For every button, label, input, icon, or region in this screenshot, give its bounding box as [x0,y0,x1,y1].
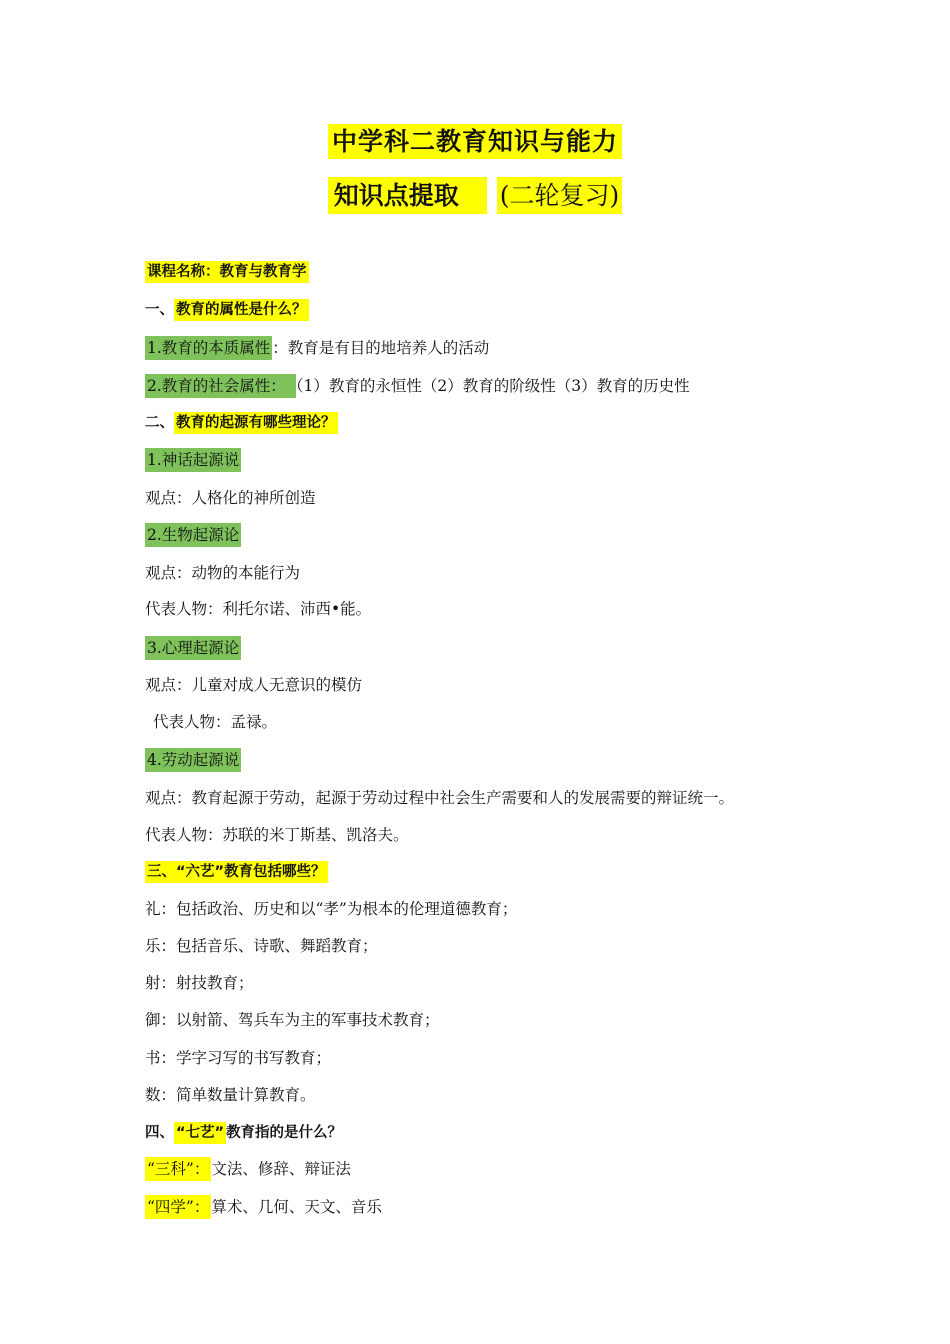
list-item: 礼：包括政治、历史和以“孝”为根本的伦理道德教育； [145,900,518,918]
section-2-num: 二、 [145,415,174,431]
section-3-title: 教育包括哪些？ [224,864,326,880]
term-label: 2.教育的社会属性： [145,374,296,398]
section-4-title-highlight: “七艺” [174,1122,226,1144]
section-1-heading [145,298,309,322]
section-1-num: 一、 [145,302,174,318]
theory-view: 观点：教育起源于劳动，起源于劳动过程中社会生产需要和人的发展需要的辩证统一。 [145,789,735,807]
section-2-title: 教育的起源有哪些理论？ [174,412,338,434]
section-4-item [145,1157,351,1181]
course-heading [145,260,309,284]
section-4-heading [145,1121,342,1145]
theory-name: 4.劳动起源说 [145,748,241,772]
section-1-title: 教育的属性是什么？ [174,299,309,321]
theory-view: 观点：儿童对成人无意识的模仿 [145,676,363,694]
section-4-num: 四、 [145,1125,174,1141]
list-item: 射：射技教育； [145,974,254,992]
list-item: 乐：包括音乐、诗歌、舞蹈教育； [145,937,378,955]
theory-view: 观点：人格化的神所创造 [145,489,316,507]
section-3-num: 三、 [147,864,176,880]
theory-view: 观点：动物的本能行为 [145,564,301,582]
list-item: 御：以射箭、驾兵车为主的军事技术教育； [145,1011,440,1029]
list-item: 数：简单数量计算教育。 [145,1086,316,1104]
section-4-item [145,1195,382,1219]
term-label: 1.教育的本质属性 [145,336,272,360]
theory-name: 2.生物起源论 [145,523,241,547]
title-line-2-main: 知识点提取 [328,177,487,214]
document-title [0,122,950,158]
term-label: “三科”： [145,1157,211,1181]
theory-representative: 代表人物：孟禄。 [153,713,278,731]
section-3-heading [145,860,328,884]
term-text: 文法、修辞、辩证法 [211,1160,351,1178]
section-3-title-highlight: “六艺” [176,864,225,880]
title-line-1: 中学科二教育知识与能力 [328,124,622,159]
list-item: 书：学字习写的书写教育； [145,1049,332,1067]
course-label: 课程名称： [147,264,220,280]
theory-representative: 代表人物：苏联的米丁斯基、凯洛夫。 [145,826,409,844]
theory-name: 3.心理起源论 [145,636,241,660]
title-line-2-sub: (二轮复习) [497,177,623,214]
term-text: （1）教育的永恒性（2）教育的阶级性（3）教育的历史性 [295,377,690,395]
section-1-item [145,374,690,398]
section-2-heading [145,411,338,435]
document-subtitle [0,176,950,212]
theory-name: 1.神话起源说 [145,448,241,472]
section-1-item [145,336,489,360]
term-text: 算术、几何、天文、音乐 [211,1198,382,1216]
term-text: ：教育是有目的地培养人的活动 [272,339,490,357]
course-name: 教育与教育学 [219,264,307,280]
theory-representative: 代表人物：利托尔诺、沛西•能。 [145,600,372,618]
section-4-title: 教育指的是什么？ [226,1125,343,1141]
term-label: “四学”： [145,1195,211,1219]
